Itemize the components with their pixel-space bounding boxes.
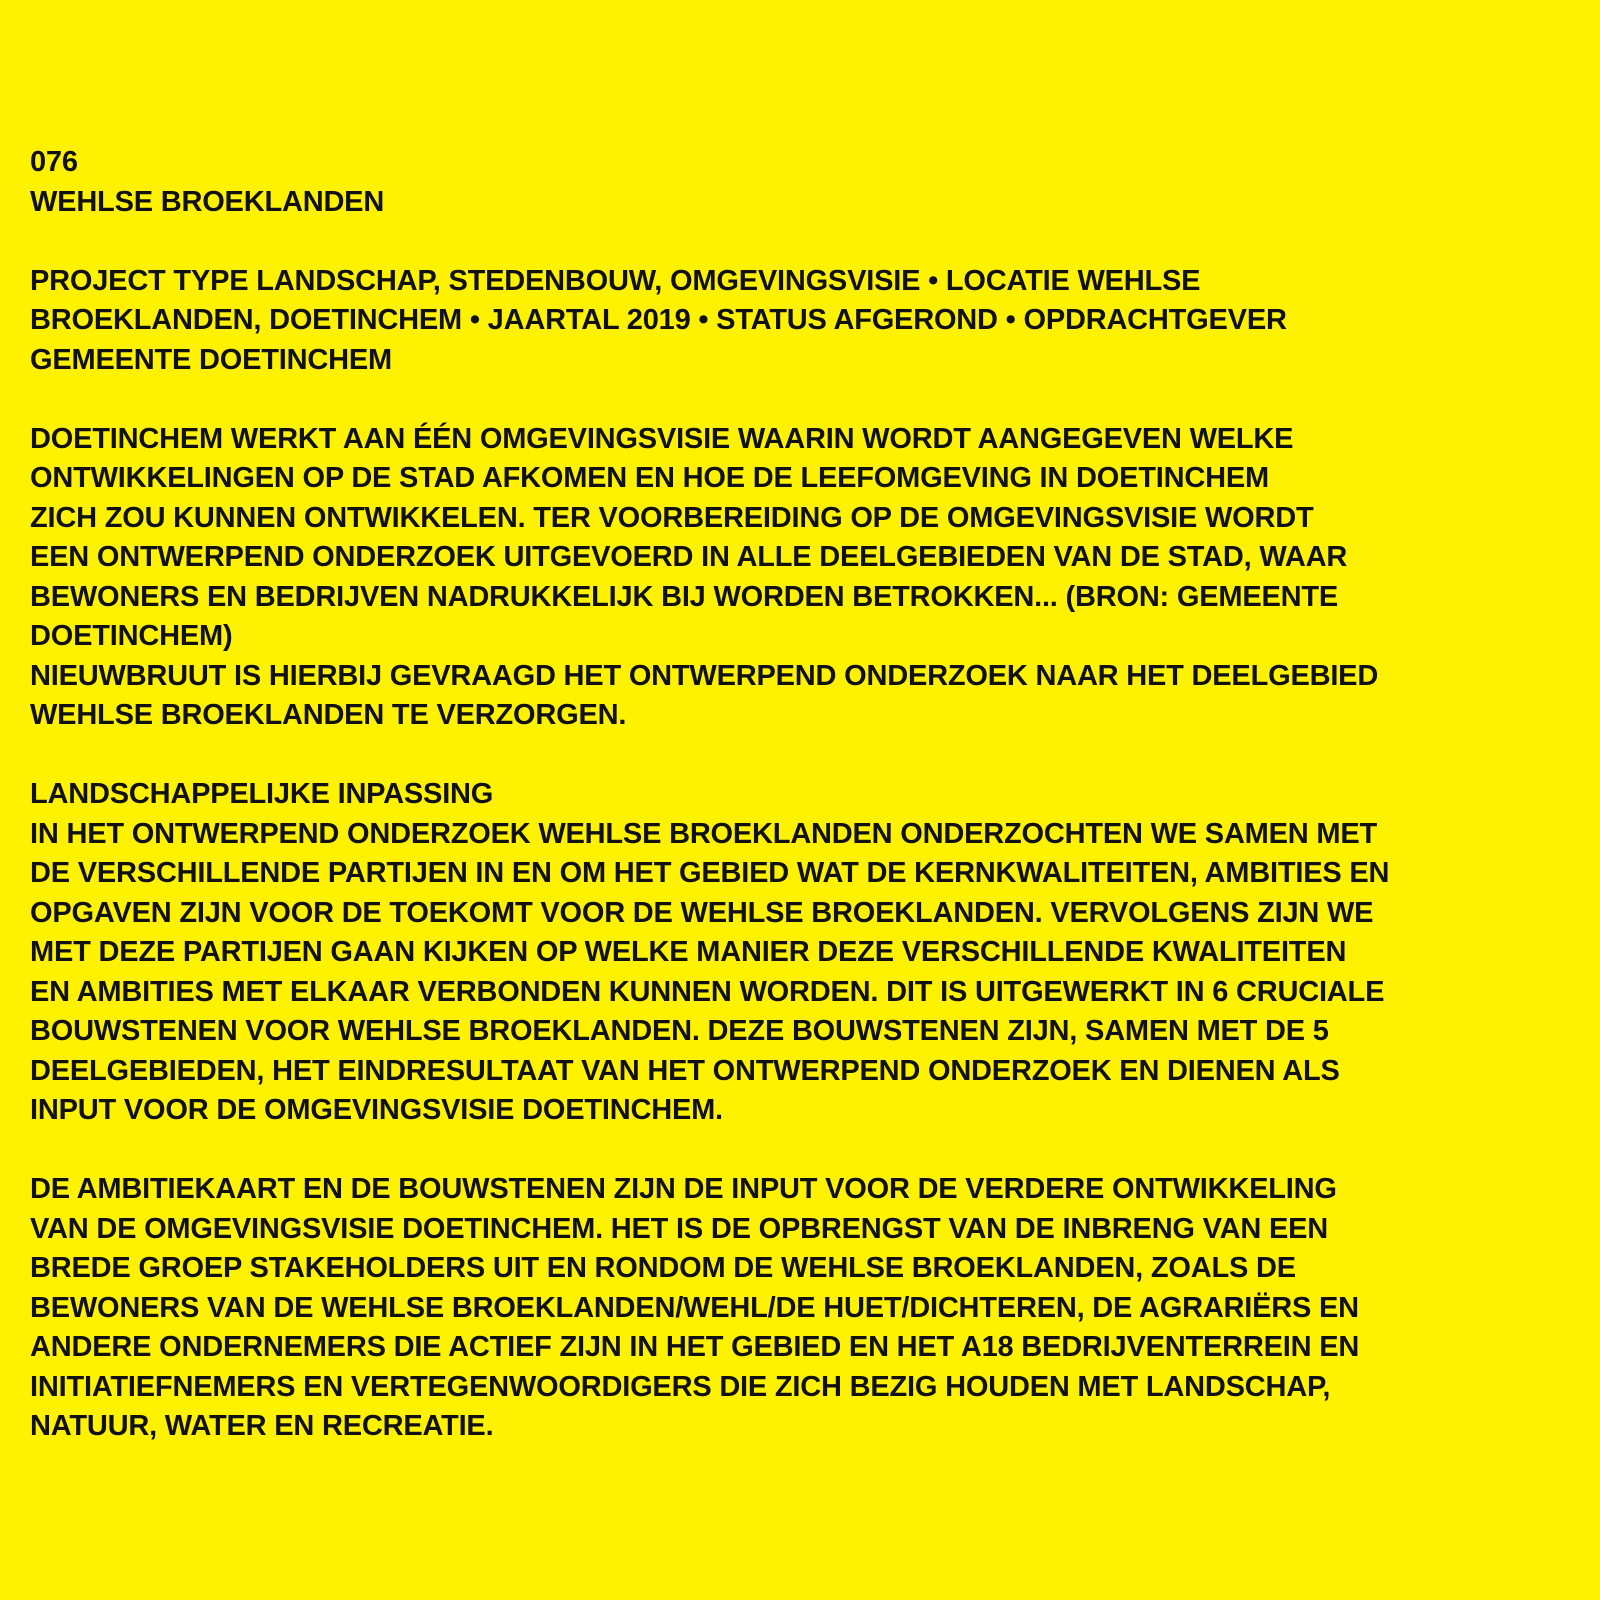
section-line: IN HET ONTWERPEND ONDERZOEK WEHLSE BROEKLANDEN ONDERZOCHTEN WE SAMEN MET bbox=[30, 817, 1378, 850]
section-line: MET DEZE PARTIJEN GAAN KIJKEN OP WELKE MANIER DEZE VERSCHILLENDE KWALITEITEN bbox=[30, 936, 1347, 968]
intro-line: EEN ONTWERPEND ONDERZOEK UITGEVOERD IN ALLE DEELGEBIEDEN VAN DE STAD, WAAR bbox=[30, 541, 1348, 573]
spacer bbox=[30, 222, 1575, 262]
project-meta bbox=[30, 262, 1575, 381]
section-line: OPGAVEN ZIJN VOOR DE TOEKOMT VOOR DE WEHLSE BROEKLANDEN. VERVOLGENS ZIJN WE bbox=[30, 896, 1374, 929]
closing-line: VAN DE OMGEVINGSVISIE DOETINCHEM. HET IS DE OPBRENGST VAN DE INBRENG VAN EEN bbox=[30, 1212, 1329, 1245]
intro-line: BEWONERS EN BEDRIJVEN NADRUKKELIJK BIJ WORDEN BETROKKEN... (BRON: GEMEENTE bbox=[30, 580, 1339, 613]
section-line: BOUWSTENEN VOOR WEHLSE BROEKLANDEN. DEZE BOUWSTENEN ZIJN, SAMEN MET DE 5 bbox=[30, 1015, 1329, 1047]
intro-line: ONTWIKKELINGEN OP DE STAD AFKOMEN EN HOE DE LEEFOMGEVING IN DOETINCHEM bbox=[30, 462, 1269, 494]
closing-line: DE AMBITIEKAART EN DE BOUWSTENEN ZIJN DE INPUT VOOR DE VERDERE ONTWIKKELING bbox=[30, 1173, 1337, 1205]
spacer bbox=[30, 736, 1575, 776]
section-line: DE VERSCHILLENDE PARTIJEN IN EN OM HET GEBIED WAT DE KERNKWALITEITEN, AMBITIES EN bbox=[30, 857, 1390, 889]
intro-line: ZICH ZOU KUNNEN ONTWIKKELEN. TER VOORBEREIDING OP DE OMGEVINGSVISIE WORDT bbox=[30, 501, 1314, 534]
spacer bbox=[30, 380, 1575, 420]
closing-line: INITIATIEFNEMERS EN VERTEGENWOORDIGERS DIE ZICH BEZIG HOUDEN MET LANDSCHAP, bbox=[30, 1370, 1331, 1403]
intro-line: DOETINCHEM WERKT AAN ÉÉN OMGEVINGSVISIE WAARIN WORDT AANGEGEVEN WELKE bbox=[30, 422, 1294, 455]
document-body bbox=[30, 143, 1575, 1447]
section-line: DEELGEBIEDEN, HET EINDRESULTAAT VAN HET ONTWERPEND ONDERZOEK EN DIENEN ALS bbox=[30, 1054, 1340, 1087]
section-landschappelijke-inpassing bbox=[30, 775, 1575, 1131]
closing-line: BEWONERS VAN DE WEHLSE BROEKLANDEN/WEHL/DE HUET/DICHTEREN, DE AGRARIËRS EN bbox=[30, 1291, 1359, 1324]
closing-line: NATUUR, WATER EN RECREATIE. bbox=[30, 1410, 494, 1442]
meta-line: PROJECT TYPE LANDSCHAP, STEDENBOUW, OMGEVINGSVISIE • LOCATIE WEHLSE bbox=[30, 264, 1201, 297]
section-line: INPUT VOOR DE OMGEVINGSVISIE DOETINCHEM. bbox=[30, 1094, 723, 1126]
meta-line: BROEKLANDEN, DOETINCHEM • JAARTAL 2019 • STATUS AFGEROND • OPDRACHTGEVER bbox=[30, 304, 1287, 336]
intro-line: NIEUWBRUUT IS HIERBIJ GEVRAAGD HET ONTWERPEND ONDERZOEK NAAR HET DEELGEBIED bbox=[30, 659, 1379, 692]
meta-line: GEMEENTE DOETINCHEM bbox=[30, 343, 392, 376]
spacer bbox=[30, 1131, 1575, 1171]
header-block bbox=[30, 143, 1575, 222]
project-number: 076 bbox=[30, 146, 78, 178]
intro-paragraph bbox=[30, 420, 1575, 736]
project-title: WEHLSE BROEKLANDEN bbox=[30, 185, 385, 218]
intro-line: WEHLSE BROEKLANDEN TE VERZORGEN. bbox=[30, 699, 627, 731]
closing-paragraph bbox=[30, 1170, 1575, 1447]
closing-line: BREDE GROEP STAKEHOLDERS UIT EN RONDOM DE WEHLSE BROEKLANDEN, ZOALS DE bbox=[30, 1252, 1296, 1284]
section-heading: LANDSCHAPPELIJKE INPASSING bbox=[30, 778, 494, 810]
closing-line: ANDERE ONDERNEMERS DIE ACTIEF ZIJN IN HET GEBIED EN HET A18 BEDRIJVENTERREIN EN bbox=[30, 1331, 1360, 1363]
intro-line: DOETINCHEM) bbox=[30, 620, 233, 652]
section-line: EN AMBITIES MET ELKAAR VERBONDEN KUNNEN WORDEN. DIT IS UITGEWERKT IN 6 CRUCIALE bbox=[30, 975, 1385, 1008]
